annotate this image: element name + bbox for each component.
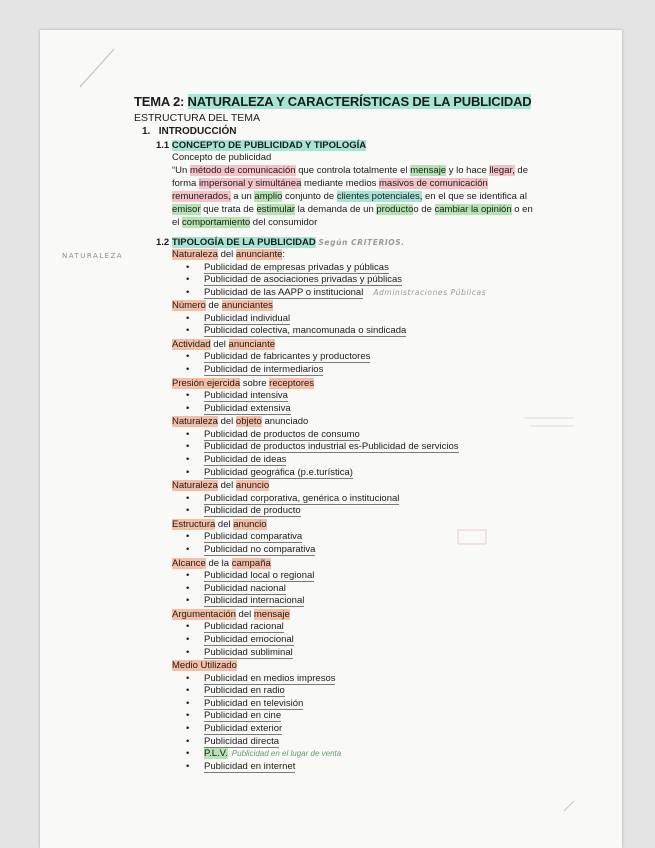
- list-item: [186, 287, 534, 300]
- list-item: [186, 723, 534, 736]
- list-item: [186, 262, 534, 275]
- list-item-text: Publicidad de producto: [204, 505, 301, 517]
- list-item: [186, 595, 534, 608]
- list-item-text: Publicidad nacional: [204, 582, 286, 594]
- category-text: anuncio: [233, 518, 267, 530]
- list-item: [186, 467, 534, 480]
- category-heading: [172, 609, 534, 622]
- category-text: Naturaleza: [172, 416, 218, 428]
- category-heading: [172, 416, 534, 429]
- list-item: [186, 673, 534, 686]
- category-text: Naturaleza: [172, 480, 218, 492]
- list-item: [186, 325, 534, 338]
- quote-highlight: clientes potenciales,: [336, 191, 423, 202]
- list-item: [186, 429, 534, 442]
- category-text: objeto: [235, 416, 262, 428]
- title-prefix: TEMA 2:: [134, 94, 188, 109]
- category-text: del: [235, 608, 254, 620]
- quote-text: a un: [230, 191, 255, 202]
- list-item-text: Publicidad de asociaciones privadas y públicas: [204, 274, 403, 286]
- list-item-text: Publicidad en televisión: [204, 697, 304, 709]
- list-item-text: Publicidad local o regional: [204, 570, 315, 582]
- category-text: del: [215, 518, 234, 530]
- list-item-text: Publicidad en radio: [204, 685, 285, 697]
- category-text: anunciado: [261, 416, 309, 428]
- list-item: [186, 621, 534, 634]
- category-heading: [172, 480, 534, 493]
- list-item: [186, 274, 534, 287]
- quote-highlight: masivos de comunicación remunerados,: [172, 178, 488, 202]
- quote-highlight: impersonal y simultánea: [198, 178, 302, 189]
- quote-text: o en el: [172, 204, 533, 228]
- list-item: [186, 710, 534, 723]
- list-item: [186, 761, 534, 774]
- category-heading: [172, 660, 534, 673]
- list-item: [186, 313, 534, 326]
- quote-highlight: mensaje: [410, 165, 447, 176]
- section-number: 1.: [142, 126, 151, 137]
- quote-text: que controla totalmente el: [295, 165, 411, 176]
- category-text: receptores: [269, 377, 315, 389]
- subsection-number: 1.2: [156, 237, 170, 248]
- list-item-text: Publicidad exterior: [204, 723, 283, 735]
- list-item-text: Publicidad individual: [204, 312, 291, 324]
- subsection-number: 1.1: [156, 140, 170, 151]
- category-items: [134, 570, 534, 608]
- category-heading: [172, 378, 534, 391]
- typology-list: [134, 249, 534, 773]
- category-items: [134, 673, 534, 774]
- title-main: NATURALEZA Y CARACTERÍSTICAS DE LA PUBLICIDAD: [187, 94, 532, 109]
- list-item: [186, 570, 534, 583]
- quote-text: “Un: [172, 165, 190, 176]
- scan-mark: [78, 45, 118, 90]
- subsection-label: CONCEPTO DE PUBLICIDAD Y TIPOLOGÍA: [171, 140, 367, 151]
- list-item-text: Publicidad de fabricantes y productores: [204, 351, 371, 363]
- category-text: Argumentación: [172, 608, 236, 620]
- quote-text: y lo hace: [446, 165, 490, 176]
- category-text: del: [217, 249, 236, 260]
- category-text: Número: [172, 300, 206, 312]
- category-items: [134, 262, 534, 300]
- category-text: anuncio: [235, 480, 270, 492]
- definition-quote: [172, 164, 538, 229]
- section-label: INTRODUCCIÓN: [158, 126, 237, 137]
- page-title: [134, 94, 534, 109]
- list-item: [186, 403, 534, 416]
- side-note: NATURALEZA: [62, 252, 124, 260]
- category-text: anunciante: [235, 249, 283, 260]
- list-item: [186, 583, 534, 596]
- category-items: [134, 621, 534, 659]
- list-item: [186, 505, 534, 518]
- quote-text: mediante medios: [301, 178, 379, 189]
- quote-highlight: comportamiento: [182, 217, 251, 228]
- list-item-text: P.L.V.: [204, 748, 228, 760]
- category-items: [134, 493, 534, 518]
- category-text: Alcance: [172, 557, 206, 569]
- list-item-text: Publicidad en cine: [204, 710, 282, 722]
- list-item-text: Publicidad no comparativa: [204, 544, 316, 555]
- quote-highlight: estimular: [256, 204, 296, 215]
- category-heading: [172, 300, 534, 313]
- doodle: [454, 528, 494, 548]
- category-heading: [172, 339, 534, 352]
- list-item-text: Publicidad subliminal: [204, 646, 293, 658]
- handwritten-note: Según CRITERIOS.: [318, 238, 405, 247]
- quote-highlight: método de comunicación: [189, 165, 296, 176]
- category-items: [134, 313, 534, 338]
- list-item-text: Publicidad colectiva, mancomunada o sindicada: [204, 325, 407, 337]
- list-item: [186, 748, 534, 761]
- list-item-text: Publicidad de intermediarios: [204, 364, 324, 376]
- list-item-text: Publicidad de productos de consumo: [204, 428, 360, 440]
- list-item: [186, 736, 534, 749]
- category-text: Naturaleza: [172, 249, 218, 260]
- document-body: [134, 94, 534, 773]
- list-item: [186, 390, 534, 403]
- category-text: Estructura: [172, 518, 216, 530]
- category-heading: [172, 249, 534, 262]
- category-text: :: [282, 249, 286, 260]
- quote-highlight: cambiar la opinión: [434, 204, 512, 215]
- category-items: [134, 390, 534, 415]
- list-item-text: Publicidad geográfica (p.e.turística): [204, 466, 353, 478]
- list-item: [186, 351, 534, 364]
- list-item: [186, 454, 534, 467]
- category-items: [134, 351, 534, 376]
- quote-text: que trata de: [200, 204, 257, 215]
- list-item-text: Publicidad comparativa: [204, 531, 303, 543]
- quote-highlight: producto: [376, 204, 414, 215]
- list-item: [186, 364, 534, 377]
- doodle: [520, 410, 580, 440]
- quote-highlight: emisor: [172, 204, 201, 215]
- handwritten-note: Administraciones Públicas: [373, 287, 487, 297]
- category-text: mensaje: [253, 608, 290, 620]
- concept-heading: Concepto de publicidad: [172, 152, 272, 163]
- category-text: del: [210, 338, 229, 350]
- quote-text: de forma: [172, 165, 528, 189]
- list-item-text: Publicidad de productos industrial es-Publicidad de servicios: [204, 441, 459, 453]
- quote-highlight: llegar,: [489, 165, 515, 176]
- list-item: [186, 698, 534, 711]
- subtitle: ESTRUCTURA DEL TEMA: [134, 112, 261, 124]
- quote-text: en el que se identifica al: [422, 191, 527, 202]
- category-text: sobre: [240, 377, 270, 389]
- list-item-text: Publicidad racional: [204, 621, 284, 633]
- category-text: del: [217, 416, 236, 428]
- quote-text: la demanda de un: [295, 204, 377, 215]
- subsection-label: TIPOLOGÍA DE LA PUBLICIDAD: [171, 237, 316, 248]
- doodle: [560, 795, 580, 815]
- category-text: de la: [205, 557, 232, 569]
- subsection-heading: [156, 237, 534, 248]
- category-text: Medio Utilizado: [172, 660, 237, 672]
- category-text: Presión ejercida: [172, 377, 241, 389]
- category-text: de: [205, 300, 222, 312]
- list-item: [186, 441, 534, 454]
- list-item-text: Publicidad internacional: [204, 595, 305, 607]
- list-item-text: Publicidad emocional: [204, 633, 294, 645]
- quote-text: del consumidor: [250, 217, 318, 228]
- category-items: [134, 429, 534, 479]
- list-item-text: Publicidad de las AAPP o institucional: [204, 286, 364, 298]
- category-text: anunciante: [228, 338, 276, 350]
- category-text: anunciantes: [221, 300, 273, 312]
- list-item-text: Publicidad de ideas: [204, 454, 287, 466]
- list-item-text: Publicidad corporativa, genérica o institucional: [204, 492, 400, 504]
- list-item: [186, 493, 534, 506]
- list-item-text: Publicidad en medios impresos: [204, 672, 336, 684]
- category-text: campaña: [231, 557, 271, 569]
- category-text: del: [217, 480, 236, 492]
- list-item: [186, 634, 534, 647]
- list-item: [186, 685, 534, 698]
- list-item: [186, 647, 534, 660]
- list-item-text: Publicidad en internet: [204, 760, 296, 772]
- category-text: Actividad: [172, 338, 211, 350]
- list-item-text: Publicidad intensiva: [204, 390, 288, 402]
- quote-text: conjunto de: [282, 191, 337, 202]
- list-item-text: Publicidad directa: [204, 735, 279, 747]
- category-heading: [172, 558, 534, 571]
- quote-text: o de: [413, 204, 435, 215]
- handwritten-note: Publicidad en el lugar de venta: [231, 749, 342, 759]
- subsection-heading: [156, 140, 534, 151]
- quote-highlight: amplio: [254, 191, 283, 202]
- section-heading: [142, 126, 534, 137]
- list-item-text: Publicidad extensiva: [204, 402, 291, 414]
- list-item-text: Publicidad de empresas privadas y públicas: [204, 261, 389, 273]
